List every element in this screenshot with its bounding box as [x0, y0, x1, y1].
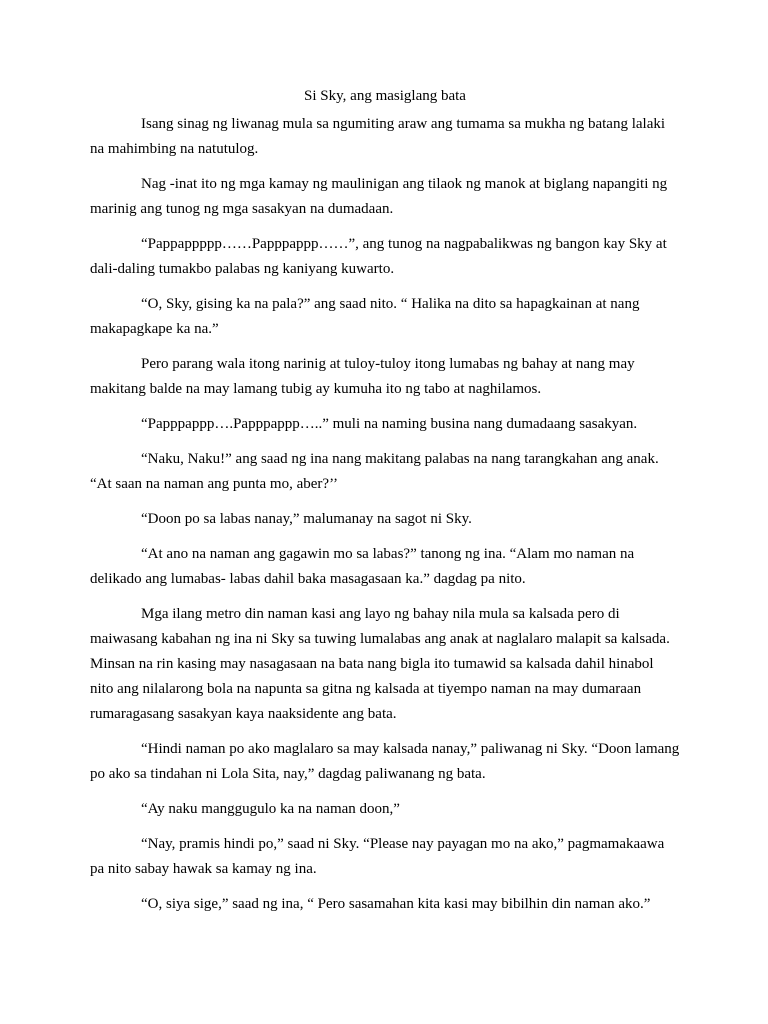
paragraph-4: “O, Sky, gising ka na pala?” ang saad nito. “ Halika na dito sa hapagkainan at nang makapagkape ka na.” — [90, 296, 640, 337]
paragraph-6: “Papppappp….Papppappp…..” muli na naming busina nang dumadaang sasakyan. — [141, 416, 638, 432]
paragraph-7: “Naku, Naku!” ang saad ng ina nang makitang palabas na nang tarangkahan ang anak. — [141, 451, 659, 467]
paragraph-9: “At ano na naman ang gagawin mo sa labas?” tanong ng ina. “Alam mo naman na delikado ang lumabas- labas dahil baka masagasaan ka.” dagdag pa nito. — [90, 546, 635, 587]
paragraph-5: Pero parang wala itong narinig at tuloy-tuloy itong lumabas ng bahay at nang may makitang balde na may lamang tubig ay kumuha ito ng tabo at naghilamos. — [90, 356, 635, 397]
paragraph-8: “Doon po sa labas nanay,” malumanay na sagot ni Sky. — [141, 511, 472, 527]
paragraph-3: “Pappappppp……Papppappp……”, ang tunog na nagpabalikwas ng bangon kay Sky at dali-daling tumakbo palabas ng kaniyang kuwarto. — [90, 236, 667, 277]
paragraph-12: “Ay naku manggugulo ka na naman doon,” — [141, 801, 400, 817]
paragraph-13: “Nay, pramis hindi po,” saad ni Sky. “Please nay payagan mo na ako,” pagmamakaawa pa nito sabay hawak sa kamay ng ina. — [90, 836, 665, 877]
paragraph-1: Isang sinag ng liwanag mula sa ngumiting araw ang tumama sa mukha ng batang lalaki na mahimbing na natutulog. — [90, 116, 666, 157]
document-title: Si Sky, ang masiglang bata — [304, 88, 466, 104]
paragraph-14: “O, siya sige,” saad ng ina, “ Pero sasamahan kita kasi may bibilhin din naman ako.” — [141, 896, 651, 912]
paragraph-11: “Hindi naman po ako maglalaro sa may kalsada nanay,” paliwanag ni Sky. “Doon lamang po ako sa tindahan ni Lola Sita, nay,” dagdag paliwanang ng bata. — [90, 741, 680, 782]
paragraph-7-continuation: “At saan na naman ang punta mo, aber?’’ — [90, 476, 338, 492]
document-body — [90, 84, 680, 927]
paragraph-10: Mga ilang metro din naman kasi ang layo ng bahay nila mula sa kalsada pero di maiwasang kabahan ng ina ni Sky sa tuwing lumalabas ang anak at naglalaro malapit sa kalsada. Minsan na rin kasing may nasagasaan na bata nang bigla ito tumawid sa kalsada dahil hinabol nito ang nilalarong bola na napunta sa gitna ng kalsada at tiyempo naman na may dumaraan rumaragasang sasakyan kaya naaksidente ang bata. — [90, 606, 670, 722]
paragraph-2: Nag -inat ito ng mga kamay ng maulinigan ang tilaok ng manok at biglang napangiti ng marinig ang tunog ng mga sasakyan na dumadaan. — [90, 176, 668, 217]
